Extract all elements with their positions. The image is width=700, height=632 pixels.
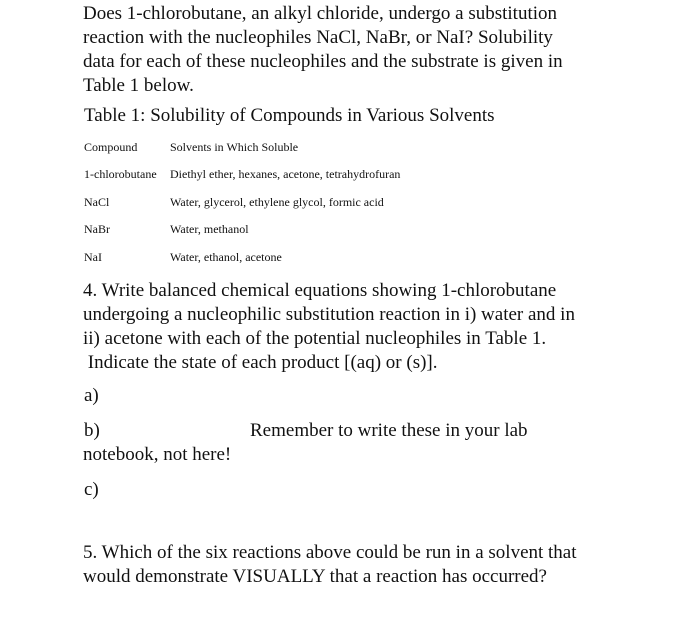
table-header-cell: Solvents in Which Soluble <box>170 140 299 154</box>
table-cell-compound: NaBr <box>84 222 110 236</box>
table-cell-compound: NaCl <box>84 195 110 209</box>
question-5 <box>83 541 643 589</box>
table-cell-solvents: Water, glycerol, ethylene glycol, formic acid <box>170 195 384 209</box>
table-cell-solvents: Water, ethanol, acetone <box>170 250 282 264</box>
intro-line: reaction with the nucleophiles NaCl, NaBr, or NaI? Solubility <box>83 27 553 48</box>
table-cell-compound: 1-chlorobutane <box>84 167 157 181</box>
intro-line: data for each of these nucleophiles and the substrate is given in <box>83 51 563 72</box>
part-b-label: b) <box>84 420 100 441</box>
table-title: Table 1: Solubility of Compounds in Various Solvents <box>84 105 495 126</box>
table-cell-solvents: Diethyl ether, hexanes, acetone, tetrahydrofuran <box>170 167 401 181</box>
table-cell-solvents: Water, methanol <box>170 222 249 236</box>
intro-paragraph <box>83 2 643 98</box>
intro-line: Table 1 below. <box>83 75 194 96</box>
table-header-cell: Compound <box>84 140 138 154</box>
reminder-note-continued: notebook, not here! <box>83 444 232 465</box>
question-5-line: 5. Which of the six reactions above could be run in a solvent that <box>83 542 577 563</box>
question-4-line: undergoing a nucleophilic substitution reaction in i) water and in <box>83 304 575 325</box>
part-a-label: a) <box>84 385 99 406</box>
question-4-line: 4. Write balanced chemical equations showing 1-chlorobutane <box>83 280 557 301</box>
question-5-line: would demonstrate VISUALLY that a reaction has occurred? <box>83 566 547 587</box>
question-4-line: ii) acetone with each of the potential nucleophiles in Table 1. <box>83 328 547 349</box>
intro-line: Does 1-chlorobutane, an alkyl chloride, undergo a substitution <box>83 3 558 24</box>
table-cell-compound: NaI <box>84 250 102 264</box>
question-4 <box>83 279 643 375</box>
reminder-note: Remember to write these in your lab <box>250 420 528 441</box>
question-4-line: Indicate the state of each product [(aq) or (s)]. <box>83 352 438 373</box>
part-c-label: c) <box>84 479 99 500</box>
